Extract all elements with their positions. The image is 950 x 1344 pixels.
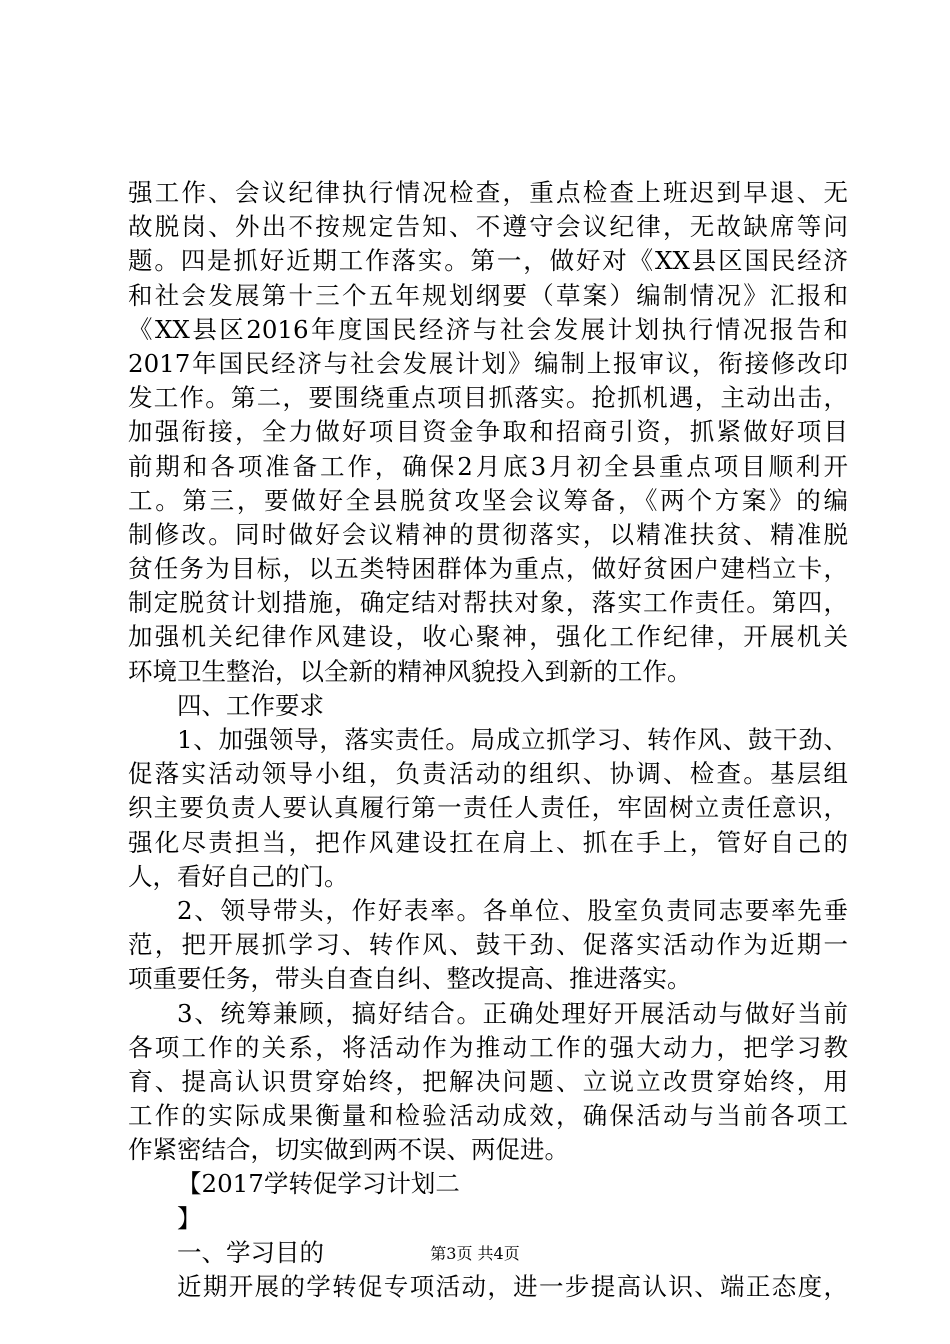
text-line: 强工作、会议纪律执行情况检查，重点检查上班迟到早退、无 — [128, 178, 848, 207]
text-line: 3、统筹兼顾，搞好结合。正确处理好开展活动与做好当前 — [177, 998, 848, 1028]
text-line: 发工作。第二，要围绕重点项目抓落实。抢抓机遇，主动出击， — [128, 383, 848, 413]
text-line: 工。第三，要做好全县脱贫攻坚会议筹备，《两个方案》的编 — [128, 485, 848, 515]
text-line: 工作的实际成果衡量和检验活动成效，确保活动与当前各项工 — [128, 1101, 848, 1131]
text-line: 加强衔接，全力做好项目资金争取和招商引资，抓紧做好项目 — [128, 417, 848, 447]
text-line: 制定脱贫计划措施，确定结对帮扶对象，落实工作责任。第四， — [128, 588, 848, 618]
document-body — [128, 176, 848, 1304]
text-line: 2017年国民经济与社会发展计划》编制上报审议，衔接修改印 — [128, 348, 848, 378]
text-line: 促落实活动领导小组，负责活动的组织、协调、检查。基层组 — [128, 759, 848, 789]
text-line: 人，看好自己的门。 — [128, 861, 349, 891]
text-line: 强化尽责担当，把作风建设扛在肩上、抓在手上，管好自己的 — [128, 827, 848, 857]
text-line: 故脱岗、外出不按规定告知、不遵守会议纪律，无故缺席等问 — [128, 212, 848, 242]
page-footer: 第3页 共4页 — [430, 1244, 520, 1263]
text-line: 作紧密结合，切实做到两不误、两促进。 — [128, 1135, 569, 1165]
text-line: 各项工作的关系，将活动作为推动工作的强大动力，把学习教 — [128, 1032, 848, 1062]
text-line: 范，把开展抓学习、转作风、鼓干劲、促落实活动作为近期一 — [128, 930, 848, 960]
text-line: 四、工作要求 — [177, 690, 324, 720]
text-line: 项重要任务，带头自查自纠、整改提高、推进落实。 — [128, 964, 692, 994]
text-line: 贫任务为目标，以五类特困群体为重点，做好贫困户建档立卡， — [128, 554, 848, 584]
text-line: 题。四是抓好近期工作落实。第一，做好对《XX县区国民经济 — [128, 246, 848, 276]
text-line: 【2017学转促学习计划二 — [177, 1169, 460, 1199]
text-line: 2、领导带头，作好表率。各单位、股室负责同志要率先垂 — [177, 895, 848, 925]
text-line: 和社会发展第十三个五年规划纲要（草案）编制情况》汇报和 — [128, 280, 848, 310]
text-line: 1、加强领导，落实责任。局成立抓学习、转作风、鼓干劲、 — [177, 725, 848, 754]
text-line: 加强机关纪律作风建设，收心聚神，强化工作纪律，开展机关 — [128, 622, 848, 652]
text-line: 环境卫生整治，以全新的精神风貌投入到新的工作。 — [128, 656, 692, 686]
text-line: 前期和各项准备工作，确保2月底3月初全县重点项目顺利开 — [128, 451, 848, 481]
text-line: 近期开展的学转促专项活动，进一步提高认识、端正态度， — [177, 1272, 848, 1301]
text-line: 育、提高认识贯穿始终，把解决问题、立说立改贯穿始终，用 — [128, 1066, 848, 1096]
text-line: 《XX县区2016年度国民经济与社会发展计划执行情况报告和 — [128, 314, 848, 344]
text-line: 】 — [177, 1203, 202, 1233]
text-line: 织主要负责人要认真履行第一责任人责任，牢固树立责任意识， — [128, 793, 848, 823]
text-line: 一、学习目的 — [177, 1237, 324, 1267]
text-line: 制修改。同时做好会议精神的贯彻落实，以精准扶贫、精准脱 — [128, 519, 848, 549]
